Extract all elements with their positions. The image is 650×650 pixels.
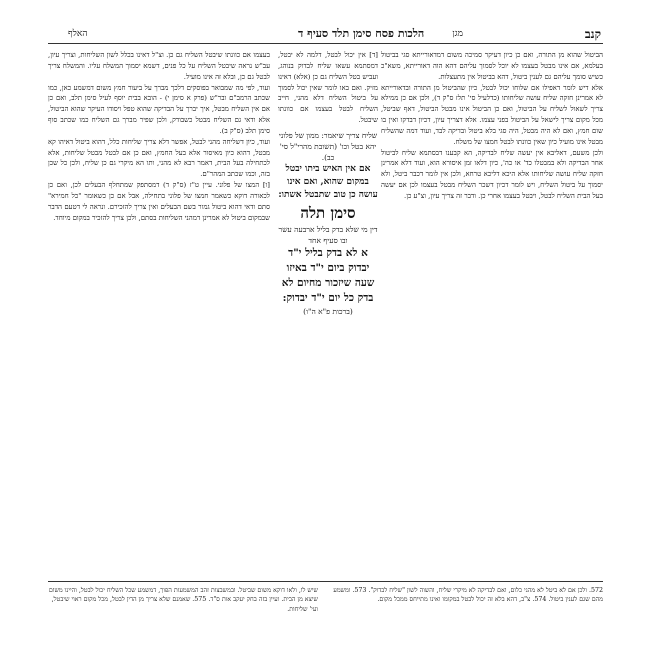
commentary-paragraph: ועוד, כיון דשליחה מהני לבטל, אפשר דלא צריך שליחות כלל, דהוא ביטול דאיהו קא מבטל, דהוא כיון מאיסור אלא בעל החמץ, ואם כן אם לבטל מבטל שליחות, אלא לכתחילה בעל הבית, דאמר רבא לא מהני, ותו הא מיקרי גם כן שליח, ולכן כל שכן בזה, וכמו שכתב המהר"ם. [48,137,270,179]
shulchan-aruch-sub: שליח צריך שיאמר: ממון של פלוני יהא בטל וכו' (תשובת מהרי"ל סי' כב). [278,130,378,162]
page-header [48,26,603,42]
commentary-paragraph: ולכן משעם, דאליבא אין יעשה שליח לבדיקה, הא קבענו דבסתמא שליח לביטול אחר הבדיקה ולא במבטלו כד' או כה', כיון דלאו זמן איסורא הוא, ועוד דלא אמרינן חזקה שליח עושה שליחותו אלא היכא דליכא טרחא, ולכן אין לומר דכבר ביטל, ולא יסמוך על ביטול השליח, ויש לומר דכיון דשכר השליח מבטל בעצמו לכן אם יעשה בעל הבית השליח לבטל, ויבטל בעצמו אחרי כן. ודבר זה צריך עיון, וצ"ע כן. [381,148,603,200]
center-note: [ד] אין יכול לבטל, דלמה לא יבטל, דמסתמא עשאו שליח לבדוק בנוהג, ועביש בטל השליח גם כן (אלא) דאינו מזיק. ואם באו לומר שאין יכול לסמוך על ביטול השליח דלא מהני, חייב השליח לבטל בעצמו אם כוונתו שיבטל. [278,51,378,125]
siman-title: סימן תלה [300,203,356,222]
commentary-left-column [48,50,270,224]
running-title-left: האלף [68,29,88,39]
siman-source: (ברכות פ"א ה"ו) [303,306,353,316]
commentary-paragraph: [ו] המצו של פלוני. עיין ט"ז (ס"ק ד) דמסתפק שמתחלף הבעלים לכן, ואם כן לכאורה דוקא כשאמר חמצו של פלוני בתחילה, אבל אם כן כשאומר "כל חמירא" סתם ודאי דהוא ביטול גמור בשם הבעלים ואין צריך להזכירם. ונראה לי דטעם הדבר שבמקום ביטול לא אמרינן דמהני השליחות בסתם, ולכן צריך להזכיר במקום מיוחד. [48,181,270,222]
commentary-paragraph: ועוד, לפי מה שמבואר בפוסקים דלכך מברך על ביעור חמץ משום דמשמע כאן, כמו שכתב הרמב"ם ובר"ש (פרק א סימן י) - הובא בבית יוסף לעיל סימן תלב, ואם כן אם אין השליח מבטל, איך יברך על הבדיקה שהוא טפל ויסודו העיקר שהוא הביטול, אלא ודאי גם השליח מבטל כשבודק, ולכן שפיר מברך גם השליח כמו שכתב סוף סימן תלב (ס"ק ב). [48,83,270,135]
commentary-paragraph: אלא דיש לומר דאפילו אם שלוחו יכול לבטל, כיון שהביטול מן התורה ובדאורייתא לא אמרינן חזקה שליח עושה שליחותו (כדלעיל סי' תלז ס"ק ד), ולכן אם כן ממילא צריך לשאול לשליח על הביטול, ואם כן הביטול אינו מבטל הביטול, דאף שביטל, מכל מקום צריך לישאל על הביטול בפני עצמו. אלא דצריך עיון, דכיון דבדקו ואין בו שום חמץ, ואם לא היה מבטל, היה סגי בלא ביטול ובדיקה לבד, ועוד דמה שהשליח מבטל אינו מועיל כיון שאין כוונתו לבטל חמצו של משלח. [381,83,603,146]
commentary-paragraph: בעצמו אם כוונתו שיבטל השליח גם כן. וצ"ל דאינו בכלל לשון השליחות, וצריך עיון, עב"ש נראה שיבטל השליח על כל פנים, דשמא יסמוך המשלח עליו. והמשלח צריך לבטל גם כן, ובלא זה אינו מועיל. [48,51,270,81]
page-number: קנב [584,27,601,41]
page [48,26,603,626]
footnote-rule [48,581,603,582]
running-title-center: הלכות פסח סימן תלד סעיף ד [298,27,425,40]
shulchan-aruch-main: אם אין האיש ביתו יבטל במקום שהוא, ואם אינו עושה כן טוב שתבטל אשתו: [278,163,378,200]
main-text-center [278,50,378,317]
halacha-text: א לא בדק בליל י"ד יבדוק ביום י"ד באיזו שעה שיזכור מחיום לא בדק כל יום י"ד יבדוק: [281,246,375,304]
footnotes-right: 572. ולכן אם לא ביטל לא מהני כלום, ואם לבדיקה לא מיקרי שליח, והשוה לשון "שליח לבדוק". 573. ומשמע מהם שגם לענין ביטול. 574. צ"ב, דהא בלא זה יכול לבטל במקומו ואינו מתייחס ממכל מקום. [333,587,603,604]
commentary-paragraph: הביטול שהוא מן התורה, ואם כן כיון דעיקר סמיכה משום דמדאורייתא סגי בביטול בעלמא, אם אינו מבטל בעצמו לא יוכל לסמוך עליהם דהא הוה דאורייתא, משא"כ כשיש סומך עליהם גם לענין ביטול, דהא בביטול אין מתעצלות. [381,51,603,81]
running-title-right: מגן [452,29,463,39]
footnotes-left: שיש לו, ולאו דוקא משום שביטל. ובמשבצות זהב המשמעות הפוך, דמשמע שכל השליח יכול לבטל, והיינו משום שיצא מן הבית. ועיין בזה בחק יעקב אות ס"ד. 575. שאמנם שלא צריך מן הדין לבטל, מכל מקום ראוי שיבטל, ועי' שליחות. [48,587,318,613]
commentary-right-column [381,50,603,202]
header-rule [48,43,603,44]
siman-subtitle: דין מי שלא בדק בליל ארבעה עשר ובו סעיף אחד [278,224,378,245]
